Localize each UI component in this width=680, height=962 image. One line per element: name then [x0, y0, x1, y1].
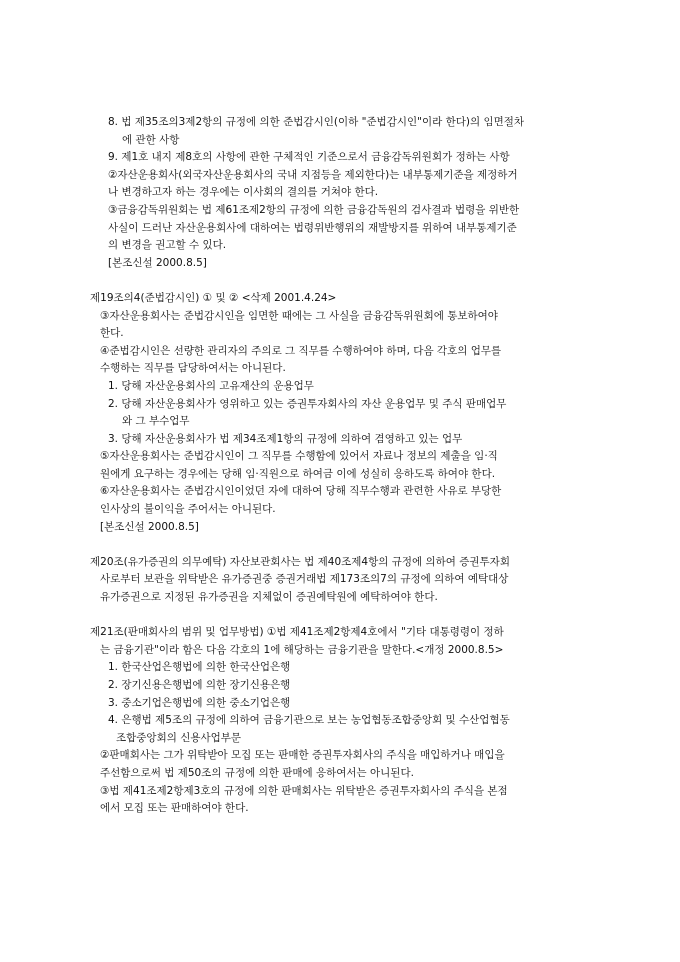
article-19-4-heading: 제19조의4(준법감시인) ① 및 ② <삭제 2001.4.24>	[90, 291, 337, 304]
paragraph-2: ②판매회사는 그가 위탁받아 모집 또는 판매한 증권투자회사의 주식을 매입하거나 매입을	[100, 749, 505, 762]
enactment-note: [본조신설 2000.8.5]	[100, 520, 199, 533]
paragraph-4-continued: 수행하는 직무를 담당하여서는 아니된다.	[100, 362, 286, 375]
spacer	[90, 272, 590, 290]
paragraph-3: ③금융감독위원회는 법 제61조제2항의 규정에 의한 금융감독원의 검사결과 법령을 위반한	[108, 203, 520, 216]
item-1: 1. 한국산업은행법에 의한 한국산업은행	[108, 661, 291, 674]
article-21-heading: 제21조(판매회사의 범위 및 업무방법) ①법 제41조제2항제4호에서 "기타 대통령령이 정하	[90, 626, 504, 639]
paragraph-6-continued: 인사상의 불이익을 주어서는 아니된다.	[100, 503, 276, 516]
item-8-continued: 에 관한 사항	[122, 133, 180, 146]
article-20-heading: 제20조(유가증권의 의무예탁) 자산보관회사는 법 제40조제4항의 규정에 의하여 증권투자회	[90, 555, 510, 568]
paragraph-3-continued: 한다.	[100, 327, 124, 340]
item-1: 1. 당해 자산운용회사의 고유재산의 운용업무	[108, 379, 314, 392]
enactment-note: [본조신설 2000.8.5]	[108, 256, 207, 269]
paragraph-5-continued: 원에게 요구하는 경우에는 당해 임·직원으로 하여금 이에 성실히 응하도록 하여야 한다.	[100, 467, 496, 480]
paragraph-6: ⑥자산운용회사는 준법감시인이었던 자에 대하여 당해 직무수행과 관련한 사유로 부당한	[100, 485, 502, 498]
paragraph-3-continued: 에서 모집 또는 판매하여야 한다.	[100, 802, 249, 815]
paragraph-2-continued: 나 변경하고자 하는 경우에는 이사회의 결의를 거쳐야 한다.	[108, 186, 379, 199]
item-8: 8. 법 제35조의3제2항의 규정에 의한 준법감시인(이하 "준법감시인"이라 한다)의 임면절차	[108, 116, 525, 128]
document-body	[90, 114, 590, 818]
item-2: 2. 장기신용은행법에 의한 장기신용은행	[108, 679, 291, 691]
paragraph-5: ⑤자산운용회사는 준법감시인이 그 직무를 수행함에 있어서 자료나 정보의 제출을 임·직	[100, 450, 498, 463]
section-article-19-4	[90, 290, 590, 536]
item-2: 2. 당해 자산운용회사가 영위하고 있는 증권투자회사의 자산 운용업무 및 주식 판매업무	[108, 397, 507, 410]
section-article-20	[90, 554, 590, 607]
item-3: 3. 당해 자산운용회사가 법 제34조제1항의 규정에 의하여 겸영하고 있는 업무	[108, 432, 463, 445]
paragraph-3: ③자산운용회사는 준법감시인을 임면한 때에는 그 사실을 금융감독위원회에 통보하여야	[100, 309, 498, 322]
section-article-19-3-continued	[90, 114, 590, 272]
item-2-continued: 와 그 부수업무	[122, 415, 190, 428]
paragraph-3-continued: 사실이 드러난 자산운용회사에 대하여는 법령위반행위의 재발방지를 위하여 내부통제기준	[108, 221, 517, 234]
article-20-continued-2: 유가증권으로 지정된 유가증권을 지체없이 증권예탁원에 예탁하여야 한다.	[100, 591, 438, 604]
paragraph-3-continued-2: 의 변경을 권고할 수 있다.	[108, 239, 227, 252]
item-9: 9. 제1호 내지 제8호의 사항에 관한 구체적인 기준으로서 금융감독위원회가 정하는 사항	[108, 151, 510, 164]
item-3: 3. 중소기업은행법에 의한 중소기업은행	[108, 696, 291, 709]
article-20-continued: 사로부터 보관을 위탁받은 유가증권중 증권거래법 제173조의7의 규정에 의하여 예탁대상	[100, 573, 509, 586]
section-article-21	[90, 624, 590, 818]
article-21-continued: 는 금융기관"이라 함은 다음 각호의 1에 해당하는 금융기관을 말한다.<개정 2000.8.5>	[100, 643, 504, 656]
item-4: 4. 은행법 제5조의 규정에 의하여 금융기관으로 보는 농업협동조합중앙회 및 수산업협동	[108, 714, 510, 727]
paragraph-2-continued: 주선함으로써 법 제50조의 규정에 의한 판매에 응하여서는 아니된다.	[100, 766, 414, 779]
spacer	[90, 607, 590, 625]
paragraph-2: ②자산운용회사(외국자산운용회사의 국내 지점등을 제외한다)는 내부통제기준을 제정하거	[108, 168, 518, 181]
paragraph-3: ③법 제41조제2항제3호의 규정에 의한 판매회사는 위탁받은 증권투자회사의 주식을 본점	[100, 784, 508, 797]
paragraph-4: ④준법감시인은 선량한 관리자의 주의로 그 직무를 수행하여야 하며, 다음 각호의 업무를	[100, 344, 502, 357]
item-4-continued: 조합중앙회의 신용사업부문	[116, 731, 242, 744]
spacer	[90, 536, 590, 554]
